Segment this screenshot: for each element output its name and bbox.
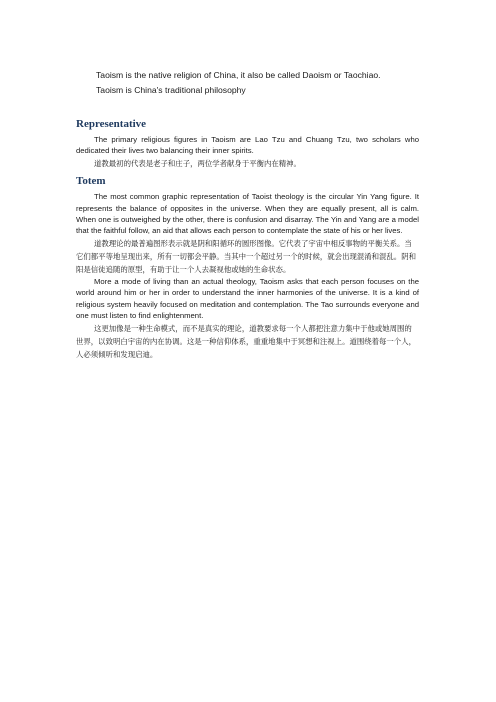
representative-chinese-paragraph: 道教最初的代表是老子和庄子，两位学者献身于平衡内在精神。 bbox=[94, 159, 301, 169]
totem-chinese-paragraph-1: 道教理论的最普遍图形表示就是阴和阳循环的圆形图像。它代表了宇宙中相反事物的平衡关系。当它们都平等地呈现出来，所有一切都会平静。当其中一个超过另一个的时候，就会出现混淆和混乱。阴和阳是信徒追随的原型，有助于让一个人去凝视他或她的生命状态。 bbox=[76, 239, 416, 275]
intro-block bbox=[96, 68, 436, 98]
intro-line-2: Taoism is China's traditional philosophy bbox=[96, 85, 246, 95]
representative-english-paragraph: The primary religious figures in Taoism are Lao Tzu and Chuang Tzu, two scholars who dedicated their lives two balancing their inner spirits. bbox=[76, 135, 419, 156]
totem-heading: Totem bbox=[76, 175, 106, 188]
totem-chinese-paragraph-2: 这更加像是一种生命模式，而不是真实的理论，道教要求每一个人都把注意力集中于他或她周围的世界，以致明白宇宙的内在协调。这是一种信仰体系，重重地集中于冥想和注视上。道围绕着每一个人，人必须倾听和发现启迪。 bbox=[76, 324, 416, 360]
main-content bbox=[76, 118, 419, 361]
totem-english-paragraph-2: More a mode of living than an actual theology, Taoism asks that each person focuses on the world around him or her in order to understand the inner harmonies of the universe. It is a kind of religious system heavily focused on meditation and contemplation. The Tao surrounds everyone and one must listen to find enlightenment. bbox=[76, 277, 419, 320]
totem-english-paragraph-1: The most common graphic representation of Taoist theology is the circular Yin Yang figure. It represents the balance of opposites in the universe. When they are equally present, all is calm. When one is outweighed by the other, there is confusion and disarray. The Yin and Yang are a model that the faithful follow, an aid that allows each person to contemplate the state of his or her lives. bbox=[76, 192, 419, 236]
intro-line-1: Taoism is the native religion of China, it also be called Daoism or Taochiao. bbox=[96, 70, 381, 80]
representative-heading: Representative bbox=[76, 118, 147, 130]
